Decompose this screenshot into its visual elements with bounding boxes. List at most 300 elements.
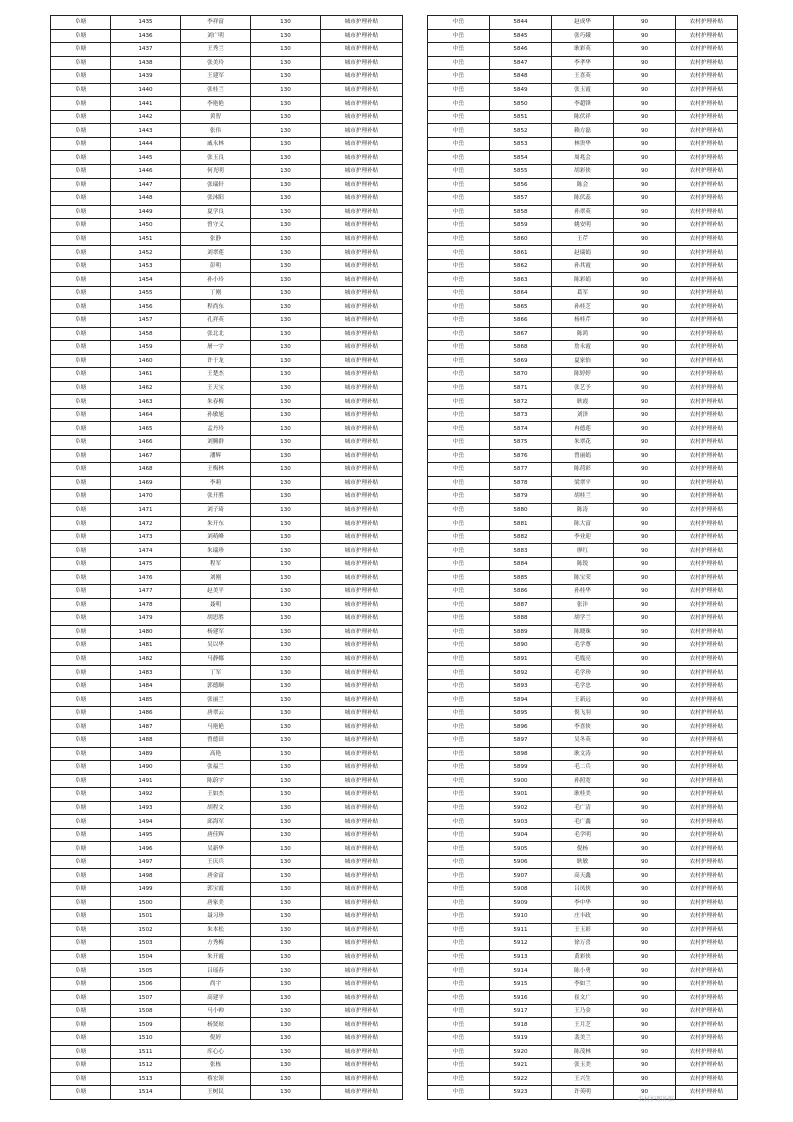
serial-number-cell: 1449 <box>111 205 181 219</box>
table-row <box>428 733 738 747</box>
town-cell: 阜塘 <box>51 490 111 504</box>
table-row <box>428 693 738 707</box>
town-cell: 中岳 <box>428 395 490 409</box>
serial-number-cell: 5848 <box>490 70 552 84</box>
subsidy-type-cell: 城市护理补贴 <box>321 178 403 192</box>
name-cell: 何光明 <box>181 165 251 179</box>
amount-cell: 90 <box>614 1059 676 1073</box>
name-cell: 毛二兵 <box>552 761 614 775</box>
serial-number-cell: 5906 <box>490 855 552 869</box>
amount-cell: 130 <box>251 43 321 57</box>
table-row <box>428 286 738 300</box>
serial-number-cell: 5895 <box>490 706 552 720</box>
subsidy-type-cell: 农村护理补贴 <box>676 964 738 978</box>
town-cell: 阜塘 <box>51 869 111 883</box>
town-cell: 中岳 <box>428 246 490 260</box>
subsidy-type-cell: 农村护理补贴 <box>676 1004 738 1018</box>
amount-cell: 90 <box>614 666 676 680</box>
name-cell: 毛广清 <box>552 801 614 815</box>
name-cell: 耿彩英 <box>552 43 614 57</box>
name-cell: 庄丰政 <box>552 910 614 924</box>
amount-cell: 130 <box>251 842 321 856</box>
subsidy-type-cell: 农村护理补贴 <box>676 842 738 856</box>
subsidy-type-cell: 农村护理补贴 <box>676 937 738 951</box>
amount-cell: 90 <box>614 842 676 856</box>
name-cell: 葛军 <box>552 286 614 300</box>
town-cell: 中岳 <box>428 788 490 802</box>
subsidy-type-cell: 农村护理补贴 <box>676 381 738 395</box>
town-cell: 中岳 <box>428 124 490 138</box>
serial-number-cell: 5901 <box>490 788 552 802</box>
amount-cell: 90 <box>614 395 676 409</box>
table-row <box>428 679 738 693</box>
subsidy-type-cell: 农村护理补贴 <box>676 598 738 612</box>
town-cell: 阜塘 <box>51 598 111 612</box>
amount-cell: 130 <box>251 883 321 897</box>
town-cell: 阜塘 <box>51 178 111 192</box>
amount-cell: 130 <box>251 530 321 544</box>
town-cell: 阜塘 <box>51 666 111 680</box>
name-cell: 郭宝霞 <box>181 883 251 897</box>
town-cell: 阜塘 <box>51 1004 111 1018</box>
amount-cell: 130 <box>251 490 321 504</box>
serial-number-cell: 5898 <box>490 747 552 761</box>
name-cell: 冉德莲 <box>552 422 614 436</box>
name-cell: 徐万喜 <box>552 937 614 951</box>
table-row <box>428 706 738 720</box>
town-cell: 中岳 <box>428 977 490 991</box>
amount-cell: 90 <box>614 517 676 531</box>
amount-cell: 130 <box>251 571 321 585</box>
name-cell: 胡程文 <box>181 801 251 815</box>
amount-cell: 130 <box>251 56 321 70</box>
table-row <box>428 923 738 937</box>
subsidy-type-cell: 农村护理补贴 <box>676 178 738 192</box>
table-row <box>51 137 403 151</box>
name-cell: 张玉良 <box>181 151 251 165</box>
town-cell: 中岳 <box>428 165 490 179</box>
name-cell: 孙照宽 <box>552 774 614 788</box>
serial-number-cell: 1478 <box>111 598 181 612</box>
serial-number-cell: 5917 <box>490 1004 552 1018</box>
table-row <box>51 625 403 639</box>
serial-number-cell: 5914 <box>490 964 552 978</box>
name-cell: 毛学珍 <box>552 666 614 680</box>
town-cell: 阜塘 <box>51 259 111 273</box>
name-cell: 蔡宏领 <box>181 1072 251 1086</box>
town-cell: 阜塘 <box>51 422 111 436</box>
subsidy-type-cell: 农村护理补贴 <box>676 368 738 382</box>
subsidy-type-cell: 农村护理补贴 <box>676 246 738 260</box>
name-cell: 张丽兰 <box>181 693 251 707</box>
subsidy-type-cell: 城市护理补贴 <box>321 788 403 802</box>
subsidy-type-cell: 农村护理补贴 <box>676 490 738 504</box>
table-row <box>428 490 738 504</box>
name-cell: 夏学良 <box>181 205 251 219</box>
town-cell: 阜塘 <box>51 720 111 734</box>
amount-cell: 130 <box>251 449 321 463</box>
serial-number-cell: 1473 <box>111 530 181 544</box>
serial-number-cell: 5886 <box>490 584 552 598</box>
serial-number-cell: 5847 <box>490 56 552 70</box>
table-row <box>428 449 738 463</box>
subsidy-type-cell: 城市护理补贴 <box>321 246 403 260</box>
subsidy-type-cell: 农村护理补贴 <box>676 29 738 43</box>
subsidy-type-cell: 城市护理补贴 <box>321 205 403 219</box>
table-row <box>51 1032 403 1046</box>
subsidy-type-cell: 农村护理补贴 <box>676 232 738 246</box>
serial-number-cell: 1465 <box>111 422 181 436</box>
table-row <box>428 354 738 368</box>
amount-cell: 90 <box>614 56 676 70</box>
amount-cell: 90 <box>614 476 676 490</box>
town-cell: 阜塘 <box>51 476 111 490</box>
table-row <box>428 151 738 165</box>
serial-number-cell: 5913 <box>490 950 552 964</box>
table-row <box>428 124 738 138</box>
serial-number-cell: 5878 <box>490 476 552 490</box>
serial-number-cell: 1482 <box>111 652 181 666</box>
amount-cell: 130 <box>251 964 321 978</box>
town-cell: 中岳 <box>428 219 490 233</box>
name-cell: 邱海军 <box>181 815 251 829</box>
table-row <box>428 56 738 70</box>
serial-number-cell: 1462 <box>111 381 181 395</box>
town-cell: 阜塘 <box>51 625 111 639</box>
serial-number-cell: 1489 <box>111 747 181 761</box>
table-row <box>51 368 403 382</box>
amount-cell: 90 <box>614 571 676 585</box>
town-cell: 中岳 <box>428 544 490 558</box>
table-row <box>428 557 738 571</box>
table-row <box>51 883 403 897</box>
table-row <box>428 598 738 612</box>
subsidy-type-cell: 城市护理补贴 <box>321 1004 403 1018</box>
name-cell: 许于龙 <box>181 354 251 368</box>
subsidy-type-cell: 城市护理补贴 <box>321 137 403 151</box>
town-cell: 中岳 <box>428 354 490 368</box>
table-row <box>51 991 403 1005</box>
subsidy-type-cell: 城市护理补贴 <box>321 259 403 273</box>
serial-number-cell: 1447 <box>111 178 181 192</box>
name-cell: 郭德顺 <box>181 679 251 693</box>
serial-number-cell: 1486 <box>111 706 181 720</box>
name-cell: 李中华 <box>552 896 614 910</box>
serial-number-cell: 5871 <box>490 381 552 395</box>
town-cell: 阜塘 <box>51 300 111 314</box>
town-cell: 阜塘 <box>51 273 111 287</box>
name-cell: 李业迎 <box>552 530 614 544</box>
name-cell: 毛广鑫 <box>552 815 614 829</box>
subsidy-type-cell: 城市护理补贴 <box>321 368 403 382</box>
town-cell: 阜塘 <box>51 991 111 1005</box>
amount-cell: 130 <box>251 733 321 747</box>
table-row <box>51 557 403 571</box>
name-cell: 倪婷 <box>181 1032 251 1046</box>
serial-number-cell: 5851 <box>490 110 552 124</box>
name-cell: 李孝华 <box>552 56 614 70</box>
serial-number-cell: 1480 <box>111 625 181 639</box>
amount-cell: 130 <box>251 991 321 1005</box>
name-cell: 张栋 <box>181 1059 251 1073</box>
town-cell: 阜塘 <box>51 286 111 300</box>
name-cell: 吕瑶春 <box>181 964 251 978</box>
serial-number-cell: 1481 <box>111 639 181 653</box>
name-cell: 张沐阳 <box>181 192 251 206</box>
amount-cell: 90 <box>614 625 676 639</box>
name-cell: 曾德田 <box>181 733 251 747</box>
amount-cell: 90 <box>614 29 676 43</box>
subsidy-type-cell: 农村护理补贴 <box>676 1032 738 1046</box>
town-cell: 中岳 <box>428 1045 490 1059</box>
town-cell: 中岳 <box>428 232 490 246</box>
table-row <box>428 408 738 422</box>
name-cell: 张瑞轩 <box>181 178 251 192</box>
town-cell: 阜塘 <box>51 219 111 233</box>
subsidy-type-cell: 城市护理补贴 <box>321 571 403 585</box>
name-cell: 姚安明 <box>552 219 614 233</box>
subsidy-type-cell: 城市护理补贴 <box>321 815 403 829</box>
subsidy-type-cell: 农村护理补贴 <box>676 286 738 300</box>
amount-cell: 90 <box>614 97 676 111</box>
table-row <box>51 503 403 517</box>
serial-number-cell: 1438 <box>111 56 181 70</box>
subsidy-type-cell: 农村护理补贴 <box>676 300 738 314</box>
name-cell: 张北北 <box>181 327 251 341</box>
serial-number-cell: 5861 <box>490 246 552 260</box>
subsidy-type-cell: 农村护理补贴 <box>676 273 738 287</box>
name-cell: 方秀梅 <box>181 937 251 951</box>
town-cell: 阜塘 <box>51 883 111 897</box>
subsidy-type-cell: 城市护理补贴 <box>321 991 403 1005</box>
amount-cell: 130 <box>251 408 321 422</box>
name-cell: 张艺予 <box>552 381 614 395</box>
subsidy-type-cell: 城市护理补贴 <box>321 842 403 856</box>
subsidy-type-cell: 农村护理补贴 <box>676 855 738 869</box>
town-cell: 中岳 <box>428 192 490 206</box>
name-cell: 许英明 <box>552 1086 614 1100</box>
name-cell: 李如兰 <box>552 977 614 991</box>
amount-cell: 90 <box>614 720 676 734</box>
amount-cell: 130 <box>251 232 321 246</box>
table-row <box>428 246 738 260</box>
amount-cell: 90 <box>614 801 676 815</box>
serial-number-cell: 5908 <box>490 883 552 897</box>
table-row <box>51 774 403 788</box>
subsidy-type-cell: 城市护理补贴 <box>321 286 403 300</box>
subsidy-type-cell: 城市护理补贴 <box>321 1018 403 1032</box>
subsidy-type-cell: 农村护理补贴 <box>676 449 738 463</box>
serial-number-cell: 1496 <box>111 842 181 856</box>
subsidy-type-cell: 城市护理补贴 <box>321 232 403 246</box>
town-cell: 中岳 <box>428 855 490 869</box>
serial-number-cell: 1501 <box>111 910 181 924</box>
name-cell: 胡学兰 <box>552 612 614 626</box>
amount-cell: 130 <box>251 273 321 287</box>
serial-number-cell: 5879 <box>490 490 552 504</box>
town-cell: 阜塘 <box>51 1072 111 1086</box>
name-cell: 马艳艳 <box>181 720 251 734</box>
table-row <box>428 530 738 544</box>
town-cell: 阜塘 <box>51 815 111 829</box>
table-row <box>51 842 403 856</box>
subsidy-type-cell: 城市护理补贴 <box>321 381 403 395</box>
town-cell: 中岳 <box>428 43 490 57</box>
town-cell: 中岳 <box>428 964 490 978</box>
town-cell: 中岳 <box>428 801 490 815</box>
table-row <box>428 964 738 978</box>
town-cell: 中岳 <box>428 571 490 585</box>
name-cell: 张福兰 <box>181 761 251 775</box>
left-table-body <box>51 16 403 1100</box>
table-row <box>51 706 403 720</box>
serial-number-cell: 5872 <box>490 395 552 409</box>
name-cell: 马小帅 <box>181 1004 251 1018</box>
subsidy-type-cell: 城市护理补贴 <box>321 219 403 233</box>
town-cell: 中岳 <box>428 1059 490 1073</box>
name-cell: 聂习珍 <box>181 910 251 924</box>
amount-cell: 90 <box>614 490 676 504</box>
table-row <box>51 381 403 395</box>
subsidy-type-cell: 城市护理补贴 <box>321 977 403 991</box>
subsidy-type-cell: 农村护理补贴 <box>676 544 738 558</box>
town-cell: 阜塘 <box>51 855 111 869</box>
amount-cell: 90 <box>614 557 676 571</box>
serial-number-cell: 5890 <box>490 639 552 653</box>
amount-cell: 130 <box>251 828 321 842</box>
serial-number-cell: 1493 <box>111 801 181 815</box>
amount-cell: 90 <box>614 598 676 612</box>
serial-number-cell: 1474 <box>111 544 181 558</box>
subsidy-type-cell: 城市护理补贴 <box>321 1059 403 1073</box>
subsidy-type-cell: 城市护理补贴 <box>321 110 403 124</box>
serial-number-cell: 1445 <box>111 151 181 165</box>
table-row <box>51 151 403 165</box>
name-cell: 张桂兰 <box>181 83 251 97</box>
right-subsidy-table <box>427 15 738 1100</box>
town-cell: 阜塘 <box>51 165 111 179</box>
subsidy-type-cell: 农村护理补贴 <box>676 923 738 937</box>
town-cell: 阜塘 <box>51 557 111 571</box>
serial-number-cell: 5897 <box>490 733 552 747</box>
table-row <box>428 666 738 680</box>
subsidy-type-cell: 农村护理补贴 <box>676 219 738 233</box>
name-cell: 唐佳辉 <box>181 828 251 842</box>
subsidy-type-cell: 城市护理补贴 <box>321 652 403 666</box>
serial-number-cell: 1495 <box>111 828 181 842</box>
name-cell: 朱翠花 <box>552 435 614 449</box>
amount-cell: 90 <box>614 449 676 463</box>
town-cell: 中岳 <box>428 828 490 842</box>
amount-cell: 90 <box>614 896 676 910</box>
serial-number-cell: 5856 <box>490 178 552 192</box>
serial-number-cell: 1439 <box>111 70 181 84</box>
name-cell: 胡彩侠 <box>552 165 614 179</box>
town-cell: 中岳 <box>428 490 490 504</box>
name-cell: 赵瑞娟 <box>552 246 614 260</box>
town-cell: 中岳 <box>428 557 490 571</box>
subsidy-type-cell: 城市护理补贴 <box>321 83 403 97</box>
town-cell: 中岳 <box>428 761 490 775</box>
town-cell: 阜塘 <box>51 327 111 341</box>
amount-cell: 90 <box>614 124 676 138</box>
town-cell: 阜塘 <box>51 801 111 815</box>
town-cell: 中岳 <box>428 1086 490 1100</box>
name-cell: 唐金富 <box>181 869 251 883</box>
subsidy-type-cell: 城市护理补贴 <box>321 300 403 314</box>
serial-number-cell: 1441 <box>111 97 181 111</box>
subsidy-type-cell: 农村护理补贴 <box>676 774 738 788</box>
amount-cell: 130 <box>251 165 321 179</box>
town-cell: 中岳 <box>428 137 490 151</box>
subsidy-type-cell: 农村护理补贴 <box>676 341 738 355</box>
name-cell: 朱开东 <box>181 517 251 531</box>
name-cell: 朱春梅 <box>181 395 251 409</box>
table-row <box>51 178 403 192</box>
town-cell: 阜塘 <box>51 733 111 747</box>
subsidy-type-cell: 城市护理补贴 <box>321 476 403 490</box>
serial-number-cell: 5862 <box>490 259 552 273</box>
subsidy-type-cell: 农村护理补贴 <box>676 327 738 341</box>
name-cell: 夏家怡 <box>552 354 614 368</box>
table-row <box>51 733 403 747</box>
town-cell: 阜塘 <box>51 842 111 856</box>
amount-cell: 130 <box>251 178 321 192</box>
subsidy-type-cell: 农村护理补贴 <box>676 463 738 477</box>
serial-number-cell: 1504 <box>111 950 181 964</box>
table-row <box>428 327 738 341</box>
amount-cell: 130 <box>251 517 321 531</box>
table-row <box>51 395 403 409</box>
town-cell: 阜塘 <box>51 341 111 355</box>
right-table-body <box>428 16 738 1100</box>
subsidy-type-cell: 城市护理补贴 <box>321 435 403 449</box>
table-row <box>428 43 738 57</box>
subsidy-type-cell: 农村护理补贴 <box>676 70 738 84</box>
name-cell: 崔文广 <box>552 991 614 1005</box>
town-cell: 阜塘 <box>51 977 111 991</box>
town-cell: 阜塘 <box>51 137 111 151</box>
amount-cell: 130 <box>251 124 321 138</box>
name-cell: 吴新华 <box>181 842 251 856</box>
subsidy-type-cell: 农村护理补贴 <box>676 151 738 165</box>
name-cell: 陈茂林 <box>552 1045 614 1059</box>
subsidy-type-cell: 城市护理补贴 <box>321 706 403 720</box>
town-cell: 中岳 <box>428 530 490 544</box>
amount-cell: 130 <box>251 192 321 206</box>
subsidy-type-cell: 城市护理补贴 <box>321 273 403 287</box>
table-row <box>428 205 738 219</box>
name-cell: 赖方磊 <box>552 124 614 138</box>
town-cell: 阜塘 <box>51 910 111 924</box>
town-cell: 阜塘 <box>51 612 111 626</box>
table-row <box>428 977 738 991</box>
amount-cell: 90 <box>614 828 676 842</box>
amount-cell: 90 <box>614 1032 676 1046</box>
watermark: 农村护理补贴 <box>638 1096 675 1103</box>
town-cell: 中岳 <box>428 449 490 463</box>
name-cell: 詹永霞 <box>552 341 614 355</box>
amount-cell: 90 <box>614 788 676 802</box>
amount-cell: 130 <box>251 855 321 869</box>
serial-number-cell: 1468 <box>111 463 181 477</box>
table-row <box>428 937 738 951</box>
town-cell: 中岳 <box>428 517 490 531</box>
town-cell: 阜塘 <box>51 923 111 937</box>
table-row <box>428 83 738 97</box>
subsidy-type-cell: 农村护理补贴 <box>676 991 738 1005</box>
subsidy-type-cell: 城市护理补贴 <box>321 964 403 978</box>
